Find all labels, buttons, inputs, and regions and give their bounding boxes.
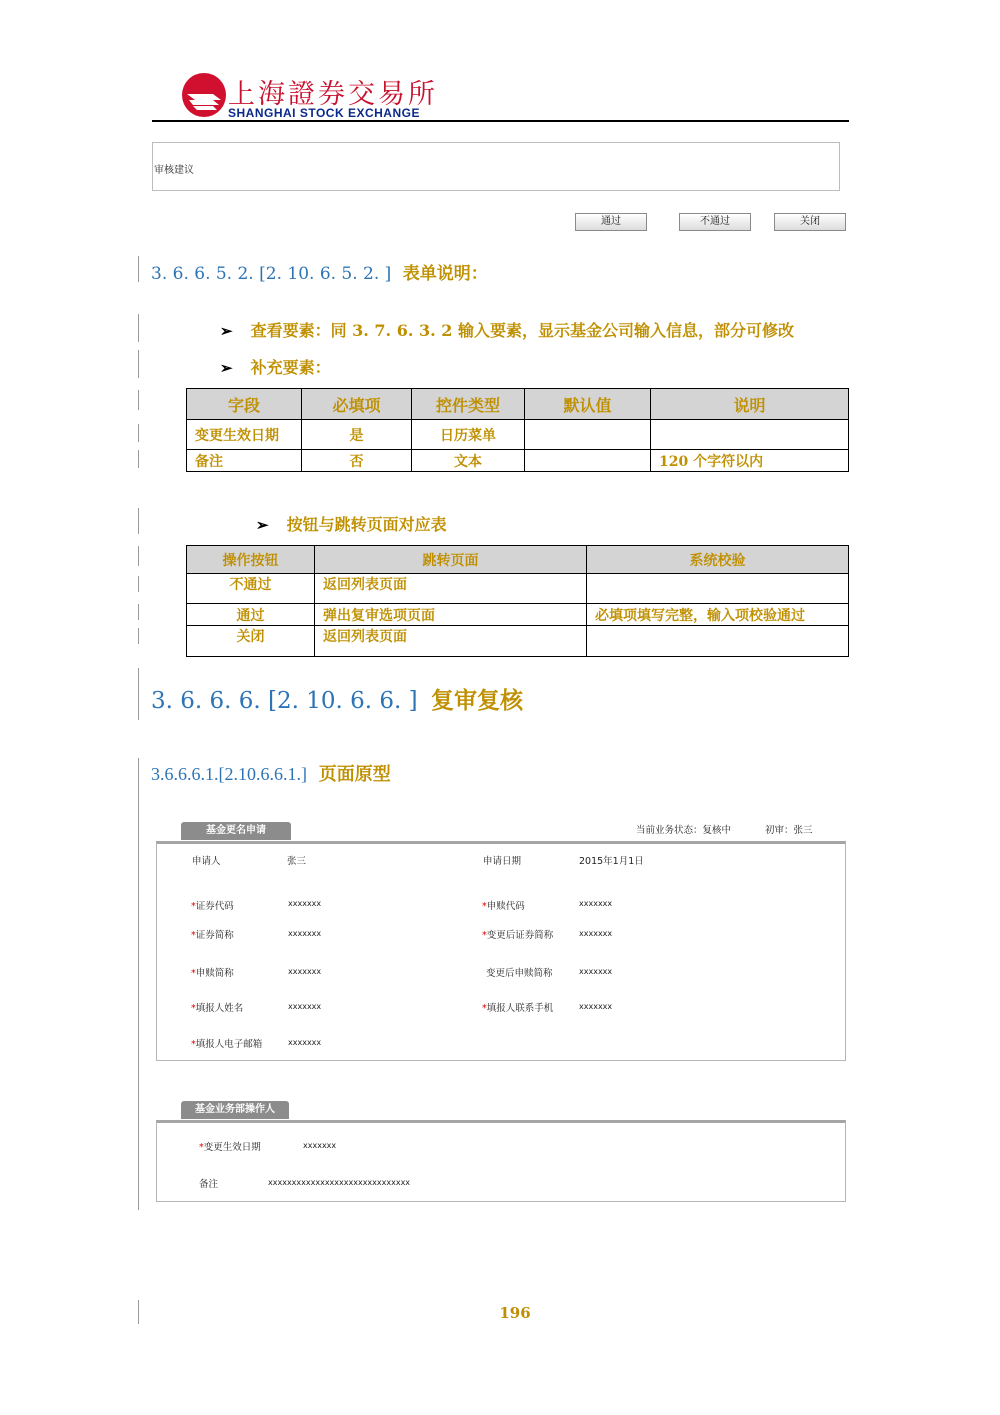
sec-code-value: xxxxxxx bbox=[288, 899, 322, 908]
reporter-email-label bbox=[191, 1036, 262, 1050]
margin-bar bbox=[138, 350, 139, 378]
section-title: 表单说明： bbox=[402, 264, 488, 284]
bullet-text: 查看要素：同 3. 7. 6. 3. 2 输入要素，显示基金公司输入信息，部分可修改 bbox=[250, 321, 794, 340]
field-label-text: 证券简称 bbox=[195, 930, 234, 941]
bullet-text: 按钮与跳转页面对应表 bbox=[286, 515, 447, 534]
reporter-phone-label bbox=[482, 1000, 553, 1014]
remark-value: xxxxxxxxxxxxxxxxxxxxxxxxxxxxxx bbox=[268, 1178, 411, 1187]
field-label-text: 变更后证券简称 bbox=[486, 930, 554, 941]
required-mark: * bbox=[482, 1003, 487, 1014]
table-cell: 文本 bbox=[412, 450, 525, 472]
table-cell bbox=[525, 450, 651, 472]
margin-bar bbox=[138, 508, 139, 534]
table-cell bbox=[525, 420, 651, 450]
effective-date-label bbox=[199, 1139, 261, 1153]
required-mark: * bbox=[191, 968, 196, 979]
table-cell: 否 bbox=[302, 450, 412, 472]
field-label-text: 证券代码 bbox=[195, 901, 234, 912]
section-review-heading bbox=[151, 682, 523, 715]
first-reviewer: 初审：张三 bbox=[765, 825, 813, 836]
sub-abbr-label bbox=[191, 965, 234, 979]
bullet-text: 补充要素： bbox=[250, 358, 331, 377]
margin-bar bbox=[138, 546, 139, 566]
sub-code-value: xxxxxxx bbox=[579, 899, 613, 908]
table-cell: 返回列表页面 bbox=[315, 574, 587, 604]
required-mark: * bbox=[482, 901, 487, 912]
new-sub-abbr-value: xxxxxxx bbox=[579, 967, 613, 976]
field-label-text: 填报人电子邮箱 bbox=[195, 1039, 263, 1050]
table-row bbox=[187, 450, 849, 472]
sse-logo-icon bbox=[181, 72, 227, 118]
buttons-table bbox=[186, 545, 849, 657]
close-button[interactable]: 关闭 bbox=[774, 213, 846, 231]
margin-bar bbox=[138, 390, 139, 410]
tab-fund-rename[interactable]: 基金更名申请 bbox=[181, 822, 291, 840]
table-row bbox=[187, 574, 849, 604]
margin-bar bbox=[138, 256, 139, 282]
tab-fund-operator[interactable]: 基金业务部操作人 bbox=[181, 1101, 289, 1119]
sec-abbr-value: xxxxxxx bbox=[288, 929, 322, 938]
arrow-bullet-icon: ➢ bbox=[256, 516, 269, 534]
sec-code-label bbox=[191, 898, 234, 912]
fund-rename-form bbox=[156, 841, 846, 1061]
table-header: 必填项 bbox=[302, 389, 412, 420]
margin-bar bbox=[138, 450, 139, 468]
required-mark: * bbox=[191, 930, 196, 941]
field-label-text: 申赎代码 bbox=[486, 901, 525, 912]
section-number: 3. 6. 6. 5. 2. [2. 10. 6. 5. 2. ] bbox=[151, 264, 392, 284]
table-cell bbox=[587, 574, 849, 604]
table-header-row bbox=[187, 389, 849, 420]
table-cell: 120 个字符以内 bbox=[651, 450, 849, 472]
margin-bar bbox=[138, 314, 139, 342]
review-comment-box[interactable] bbox=[152, 142, 840, 191]
logo-chinese-name: 上海證券交易所 bbox=[228, 79, 438, 110]
section-title: 复审复核 bbox=[430, 687, 523, 714]
table-cell: 必填项填写完整，输入项校验通过 bbox=[587, 604, 849, 626]
field-label-text: 填报人联系手机 bbox=[486, 1003, 554, 1014]
table-row bbox=[187, 420, 849, 450]
table-cell bbox=[587, 626, 849, 657]
section-prototype-heading bbox=[151, 760, 391, 786]
required-mark: * bbox=[191, 1003, 196, 1014]
bullet-buttons-map bbox=[256, 512, 447, 535]
bullet-view-elements bbox=[220, 318, 794, 341]
margin-bar bbox=[138, 604, 139, 620]
required-mark: * bbox=[191, 1039, 196, 1050]
table-cell: 变更生效日期 bbox=[187, 420, 302, 450]
table-header: 操作按钮 bbox=[187, 546, 315, 574]
table-header: 默认值 bbox=[525, 389, 651, 420]
required-mark: * bbox=[199, 1142, 204, 1153]
review-comment-label: 审核建议 bbox=[154, 165, 194, 176]
reporter-name-value: xxxxxxx bbox=[288, 1002, 322, 1011]
page-number: 196 bbox=[499, 1304, 531, 1322]
section-form-heading bbox=[151, 259, 488, 284]
arrow-bullet-icon: ➢ bbox=[220, 322, 233, 340]
table-header: 系统校验 bbox=[587, 546, 849, 574]
applicant-value: 张三 bbox=[287, 856, 307, 867]
apply-date-label: 申请日期 bbox=[483, 856, 522, 867]
section-number: 3.6.6.6.1.[2.10.6.6.1.] bbox=[151, 764, 307, 784]
sub-abbr-value: xxxxxxx bbox=[288, 967, 322, 976]
remark-label: 备注 bbox=[199, 1179, 219, 1190]
applicant-label: 申请人 bbox=[192, 856, 221, 867]
table-cell: 关闭 bbox=[187, 626, 315, 657]
table-cell: 备注 bbox=[187, 450, 302, 472]
required-mark: * bbox=[191, 901, 196, 912]
reporter-phone-value: xxxxxxx bbox=[579, 1002, 613, 1011]
table-header: 控件类型 bbox=[412, 389, 525, 420]
table-cell: 弹出复审选项页面 bbox=[315, 604, 587, 626]
new-sec-abbr-value: xxxxxxx bbox=[579, 929, 613, 938]
new-sub-abbr-label: 变更后申赎简称 bbox=[486, 968, 553, 979]
table-cell: 不通过 bbox=[187, 574, 315, 604]
margin-bar bbox=[138, 628, 139, 644]
table-row bbox=[187, 604, 849, 626]
fund-operator-form bbox=[156, 1120, 846, 1202]
arrow-bullet-icon: ➢ bbox=[220, 359, 233, 377]
table-header-row bbox=[187, 546, 849, 574]
field-label-text: 填报人姓名 bbox=[195, 1003, 244, 1014]
table-cell: 日历菜单 bbox=[412, 420, 525, 450]
reporter-name-label bbox=[191, 1000, 243, 1014]
reporter-email-value: xxxxxxx bbox=[288, 1038, 322, 1047]
margin-bar bbox=[138, 758, 139, 1210]
margin-bar bbox=[138, 424, 139, 442]
sub-code-label bbox=[482, 898, 525, 912]
bullet-supplement bbox=[220, 355, 331, 378]
new-sec-abbr-label bbox=[482, 927, 553, 941]
business-status: 当前业务状态：复核中 bbox=[636, 825, 732, 836]
table-row bbox=[187, 626, 849, 657]
margin-bar bbox=[138, 576, 139, 592]
table-header: 跳转页面 bbox=[315, 546, 587, 574]
pass-button[interactable]: 通过 bbox=[575, 213, 647, 231]
table-cell: 通过 bbox=[187, 604, 315, 626]
table-cell: 返回列表页面 bbox=[315, 626, 587, 657]
table-header: 字段 bbox=[187, 389, 302, 420]
apply-date-value: 2015年1月1日 bbox=[579, 856, 644, 867]
field-label-text: 申赎简称 bbox=[195, 968, 234, 979]
field-label-text: 变更生效日期 bbox=[203, 1142, 261, 1153]
section-title: 页面原型 bbox=[318, 764, 391, 785]
effective-date-value: xxxxxxx bbox=[303, 1141, 337, 1150]
sec-abbr-label bbox=[191, 927, 234, 941]
required-mark: * bbox=[482, 930, 487, 941]
table-cell: 是 bbox=[302, 420, 412, 450]
margin-bar bbox=[138, 668, 139, 720]
table-cell bbox=[651, 420, 849, 450]
logo-english-name: SHANGHAI STOCK EXCHANGE bbox=[228, 106, 420, 120]
table-header: 说明 bbox=[651, 389, 849, 420]
fields-table bbox=[186, 388, 849, 472]
reject-button[interactable]: 不通过 bbox=[679, 213, 751, 231]
section-number: 3. 6. 6. 6. [2. 10. 6. 6. ] bbox=[151, 688, 418, 714]
header-rule bbox=[152, 120, 849, 122]
